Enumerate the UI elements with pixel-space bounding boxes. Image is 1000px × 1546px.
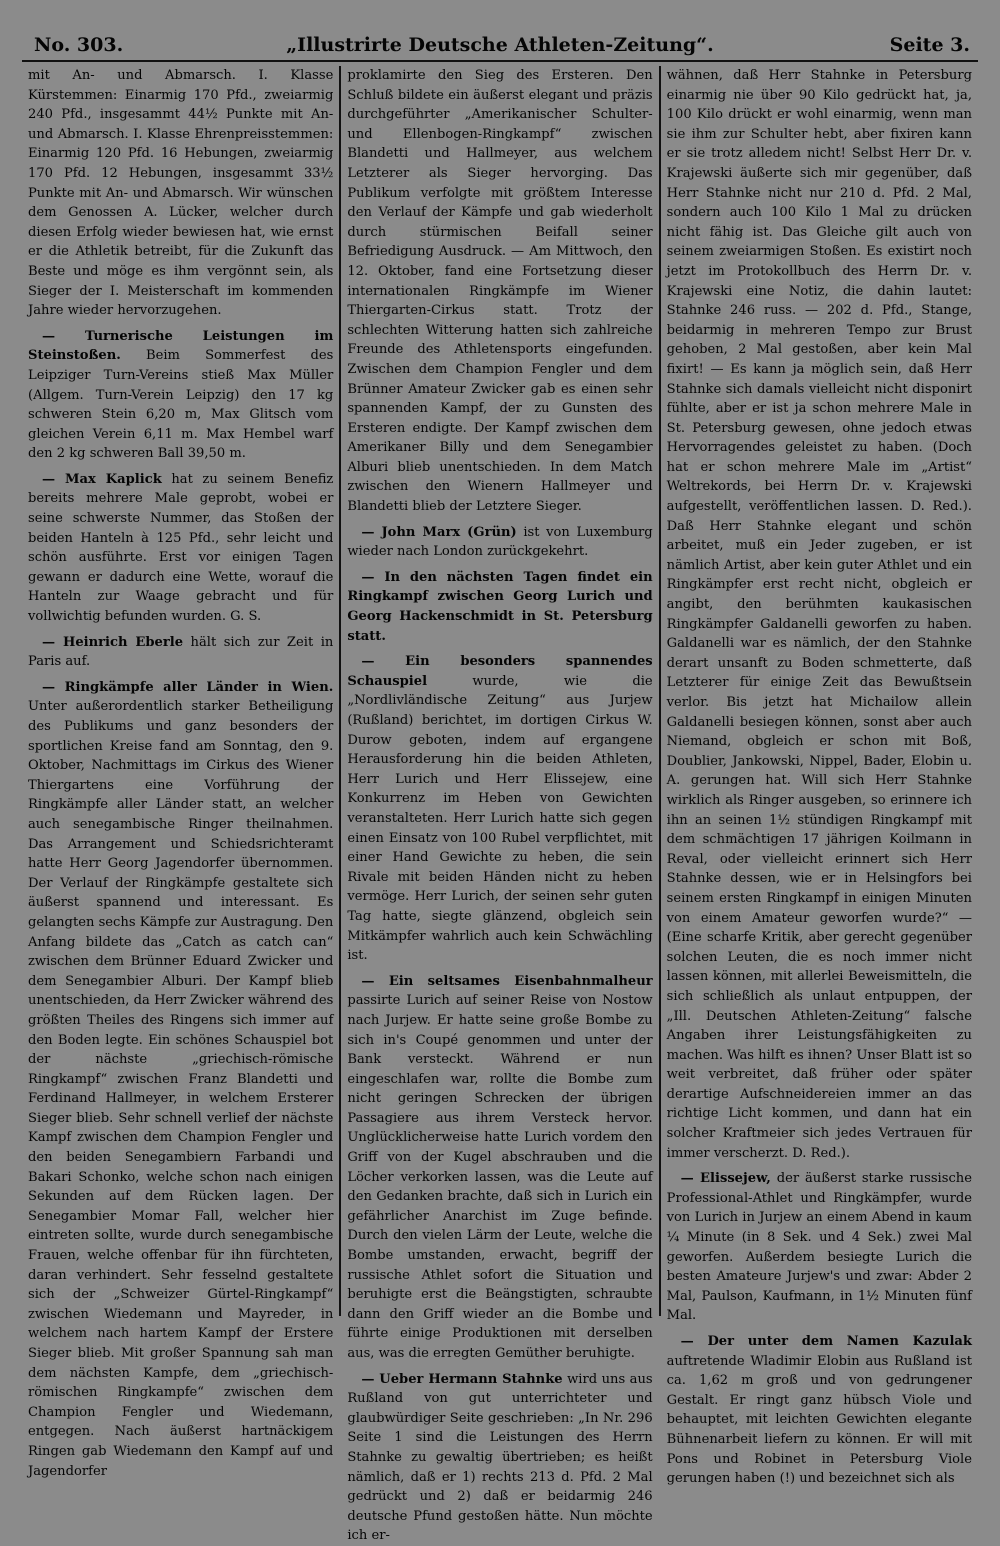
article-body: Beim Sommerfest des Leipziger Turn-Vereins stieß Max Müller (Allgem. Turn-Verein Leipzig) den 17 kg schweren Stein 6,20 m, Max Glitsch vom gleichen Verein 6,11 m. Max Hembel warf den 2 kg schweren Ball 39,50 m. xyxy=(28,348,334,462)
column-1 xyxy=(22,66,339,1479)
article-body: wurde, wie die „Nordlivländische Zeitung“ aus Jurjew (Rußland) berichtet, im dortigen Cirkus W. Durow geboten, indem auf ergangene Herausforderung hin die beiden Athleten, Herr Lurich und Herr Elissejew, eine Konkurrenz im Heben von Gewichten veranstalteten. Herr Lurich hatte sich gegen einen Einsatz von 100 Rubel verpflichtet, mit einer Hand Gewichte zu heben, die sein Rivale mit beiden Händen nicht zu heben vermöge. Herr Lurich, der seinen sehr guten Tag hatte, siegte glänzend, obgleich sein Mitkämpfer wahrlich auch kein Schwächling ist. xyxy=(347,673,653,964)
article-columns xyxy=(22,66,978,1544)
article-heading: — Ein besonders spannendes Schauspiel xyxy=(347,654,653,689)
article-ringkaempfe-wien xyxy=(28,678,333,1481)
article-eisenbahnmalheur xyxy=(347,972,652,1364)
article-heading: — Ein seltsames Eisenbahnmalheur xyxy=(361,973,653,989)
page-header xyxy=(22,30,978,62)
article-body: wird uns aus Rußland von gut unterrichteter und glaubwürdiger Seite geschrieben: „In Nr. 296 Seite 1 sind die Leistungen des Herrn Stahnke zu gewaltig übertrieben; es heißt nämlich, daß er 1) rechts 213 d. Pfd. 2 Mal gedrückt und 2) daß er beidarmig 246 deutsche Pfund gestoßen hätte. Nun möchte ich er- xyxy=(347,1371,653,1544)
article-heading: — Max Kaplick xyxy=(42,471,162,487)
article-body: hat zu seinem Benefiz bereits mehrere Male geprobt, wobei er seine schwerste Nummer, das Stoßen der beiden Hanteln à 125 Pfd., sehr leicht und schön ausführte. Erst vor einigen Tagen gewann er dadurch eine Wette, worauf die Hanteln zur Waage gebracht und für vollwichtig befunden wurden. G. S. xyxy=(28,471,334,625)
page-number: Seite 3. xyxy=(889,34,970,56)
paragraph: mit An- und Abmarsch. I. Klasse Kürstemmen: Einarmig 170 Pfd., zweiarmig 240 Pfd., insgesammt 44½ Punkte mit An- und Abmarsch. I. Klasse Ehrenpreisstemmen: Einarmig 120 Pfd. 16 Hebungen, zweiarmig 170 Pfd. 12 Hebungen, insgesammt 33½ Punkte mit An- und Abmarsch. Wir wünschen dem Genossen A. Lücker, welcher durch diesen Erfolg wieder bewiesen hat, wie ernst er die Athletik betreibt, für die Zukunft das Beste und möge es ihm vergönnt sein, als Sieger der I. Meisterschaft im kommenden Jahre wieder hervorzugehen. xyxy=(28,68,334,319)
article-heading: — In den nächsten Tagen findet ein Ringkampf zwischen Georg Lurich und Georg Hackenschmidt in St. Petersburg statt. xyxy=(347,569,653,644)
paragraph: proklamirte den Sieg des Ersteren. Den Schluß bildete ein äußerst elegant und präzis durchgeführter „Amerikanischer Schulter- und Ellenbogen-Ringkampf“ zwischen Blandetti und Hallmeyer, aus welchem Letzterer als Sieger hervorging. Das Publikum verfolgte mit größtem Interesse den Verlauf der Kämpfe und gab wiederholt durch stürmischen Beifall seiner Befriedigung Ausdruck. — Am Mittwoch, den 12. Oktober, fand eine Fortsetzung dieser internationalen Ringkämpfe im Wiener Thiergarten-Cirkus statt. Trotz der schlechten Witterung hatten sich zahlreiche Freunde des Athletensports eingefunden. Zwischen dem Champion Fengler und dem Brünner Amateur Zwicker gab es einen sehr spannenden Kampf, der zu Gunsten des Ersteren endigte. Der Kampf zwischen dem Amerikaner Billy und dem Senegambier Alburi blieb unentschieden. In dem Match zwischen den Wienern Hallmeyer und Blandetti blieb der Letztere Sieger. xyxy=(347,68,653,515)
article-eberle xyxy=(28,633,333,672)
article-body: auftretende Wladimir Elobin aus Rußland ist ca. 1,62 m groß und von gedrungener Gestalt. Er ringt ganz hübsch Viole und behauptet, mit leichten Gewichten elegante Bühnenarbeit liefern zu können. Er will mit Pons und Robinet in Petersburg Viole gerungen haben (!) und bezeichnet sich als xyxy=(666,1353,972,1487)
article-body: Unter außerordentlich starker Betheiligung des Publikums und ganz besonders der sportlichen Kreise fand am Sonntag, den 9. Oktober, Nachmittags im Cirkus des Wiener Thiergartens eine Vorführung der Ringkämpfe aller Länder statt, an welcher auch senegambische Ringer theilnahmen. Das Arrangement und Schiedsrichteramt hatte Herr Georg Jagendorfer übernommen. Der Verlauf der Ringkämpfe gestaltete sich äußerst spannend und interessant. Es gelangten sechs Kämpfe zur Austragung. Den Anfang bildete das „Catch as catch can“ zwischen dem Brünner Eduard Zwicker und dem Senegambier Alburi. Der Kampf blieb unentschieden, da Herr Zwicker während des größten Theiles des Ringens sich immer auf den Boden legte. Ein schönes Schauspiel bot der nächste „griechisch-römische Ringkampf“ zwischen Franz Blandetti und Ferdinand Hallmeyer, in welchem Ersterer Sieger blieb. Sehr schnell verlief der nächste Kampf zwischen dem Champion Fengler und den beiden Senegambiern Farbandi und Bakari Schonko, welche schon nach einigen Sekunden auf dem Rücken lagen. Der Senegambier Momar Fall, welcher hier eintreten sollte, wurde durch senegambische Frauen, welche offenbar für ihn fürchteten, daran verhindert. Sehr fesselnd gestaltete sich der „Schweizer Gürtel-Ringkampf“ zwischen Wiedemann und Mayreder, in welchem nach hartem Kampf der Erstere Sieger blieb. Mit großer Spannung sah man dem nächsten Kampfe, dem „griechisch-römischen Ringkampfe“ zwischen dem Champion Fengler und Wiedemann, entgegen. Nach äußerst hartnäckigem Ringen gab Wiedemann den Kampf auf und Jagendorfer xyxy=(28,699,334,1479)
newspaper-title: „Illustrirte Deutsche Athleten-Zeitung“. xyxy=(286,34,714,56)
article-body: hält sich zur Zeit in Paris auf. xyxy=(28,634,334,670)
article-kaplick xyxy=(28,470,333,627)
article-heading: — Der unter dem Namen Kazulak xyxy=(680,1334,972,1349)
article-stahnke xyxy=(347,1370,652,1546)
article-heading: — Turnerische Leistungen im Steinstoßen. xyxy=(28,328,334,364)
article-heading: — Ringkämpfe aller Länder in Wien. xyxy=(42,679,334,695)
article-turnerische xyxy=(28,327,333,464)
article-heading: — Heinrich Eberle xyxy=(42,634,184,650)
article-schauspiel xyxy=(347,652,652,966)
column-2 xyxy=(339,66,658,1544)
article-heading: — Elissejew, xyxy=(680,1171,771,1187)
article-marx xyxy=(347,523,652,562)
article-body: der äußerst starke russische Professional-Athlet und Ringkämpfer, wurde von Lurich in Jurjew an einem Abend in kaum ¼ Minute (in 8 Sek. und 4 Sek.) zwei Mal geworfen. Außerdem besiegte Lurich die besten Amateure Jurjew's und zwar: Abder 2 Mal, Paulson, Kaufmann, in 1½ Minuten fünf Mal. xyxy=(666,1171,972,1324)
article-elissejew xyxy=(667,1169,972,1326)
article-body: passirte Lurich auf seiner Reise von Nostow nach Jurjew. Er hatte seine große Bombe zu sich in's Coupé genommen und unter der Bank versteckt. Während er nun eingeschlafen war, rollte die Bombe zum nicht geringen Schrecken der übrigen Passagiere aus ihrem Versteck hervor. Unglücklicherweise hatte Lurich vordem den Griff von der Kugel abschrauben und die Löcher verkorken lassen, was die Leute auf den Gedanken brachte, daß sich in Lurich ein gefährlicher Anarchist im Zuge befinde. Durch den vielen Lärm der Leute, welche die Bombe umstanden, erwacht, begriff der russische Athlet sofort die Situation und beruhigte erst die Beängstigten, schraubte dann den Griff wieder an die Bombe und führte einige Produktionen mit derselben aus, was die erregten Gemüther beruhigte. xyxy=(347,993,653,1361)
article-lurich-hackenschmidt xyxy=(347,568,652,646)
paragraph: wähnen, daß Herr Stahnke in Petersburg einarmig nie über 90 Kilo gedrückt hat, ja, 100 Kilo drückt er wohl einarmig, wenn man sie ihm zur Schulter hebt, aber fixiren kann er sie trotz alledem nicht! Selbst Herr Dr. v. Krajewski äußerte sich mir gegenüber, daß Herr Stahnke nicht nur 210 d. Pfd. 2 Mal, sondern auch 100 Kilo 1 Mal zu drücken nicht fähig ist. Das Gleiche gilt auch von seinem zweiarmigen Stoßen. Es existirt noch jetzt im Protokollbuch des Herrn Dr. v. Krajewski eine Notiz, die dahin lautet: Stahnke 246 russ. — 202 d. Pfd., Stange, beidarmig in mehreren Tempo zur Brust gehoben, 2 Mal gestoßen, aber kein Mal fixirt! — Es kann ja möglich sein, daß Herr Stahnke sich damals vielleicht nicht disponirt fühlte, aber er ist ja schon mehrere Male in St. Petersburg gewesen, ohne jedoch etwas Hervorragendes geleistet zu haben. (Doch hat er schon mehrere Male im „Artist“ Weltrekords, bei Herrn Dr. v. Krajewski aufgestellt, veröffentlichen lassen. D. Red.). Daß Herr Stahnke elegant und schön arbeitet, muß ein Jeder zugeben, er ist nämlich Artist, aber kein guter Athlet und ein Ringkämpfer erst recht nicht, obgleich er angibt, den berühmten kaukasischen Ringkämpfer Galdanelli geworfen zu haben. Galdanelli war es nämlich, der den Stahnke derart unsanft zu Boden schmetterte, daß Letzterer für einige Zeit das Bewußtsein verlor. Bis jetzt hat Michailow allein Galdanelli besiegen können, sonst aber auch Niemand, obgleich er schon mit Boß, Doublier, Jankowski, Nippel, Bader, Elobin u. A. gerungen hat. Will sich Herr Stahnke wirklich als Ringer ausgeben, so erinnere ich ihn an seinen 1½ stündigen Ringkampf mit dem schmächtigen 17 jährigen Koilmann in Reval, oder vielleicht erinnert sich Herr Stahnke dessen, wie er in Helsingfors bei seinem ersten Ringkampf in einigen Minuten von einem Amateur geworfen wurde?“ — (Eine scharfe Kritik, aber gerecht gegenüber solchen Leuten, die es noch immer nicht lassen können, mit allerlei Beweismitteln, die sich schließlich als unlaut entpuppen, der „Ill. Deutschen Athleten-Zeitung“ falsche Angaben ihrer Leistungsfähigkeiten zu machen. Was hilft es ihnen? Unser Blatt ist so weit verbreitet, daß früher oder später derartige Aufschneidereien immer an das richtige Licht kommen, und dann hat ein solcher Kraftmeier sich jedes Vertrauen für immer verscherzt. D. Red.). xyxy=(666,68,972,1161)
article-body: ist von Luxemburg wieder nach London zurückgekehrt. xyxy=(347,524,653,560)
article-kazulak xyxy=(667,1332,972,1489)
article-heading: — John Marx (Grün) xyxy=(361,524,517,540)
column-3 xyxy=(659,66,978,1487)
issue-number: No. 303. xyxy=(34,34,124,56)
article-heading: — Ueber Hermann Stahnke xyxy=(361,1371,563,1387)
